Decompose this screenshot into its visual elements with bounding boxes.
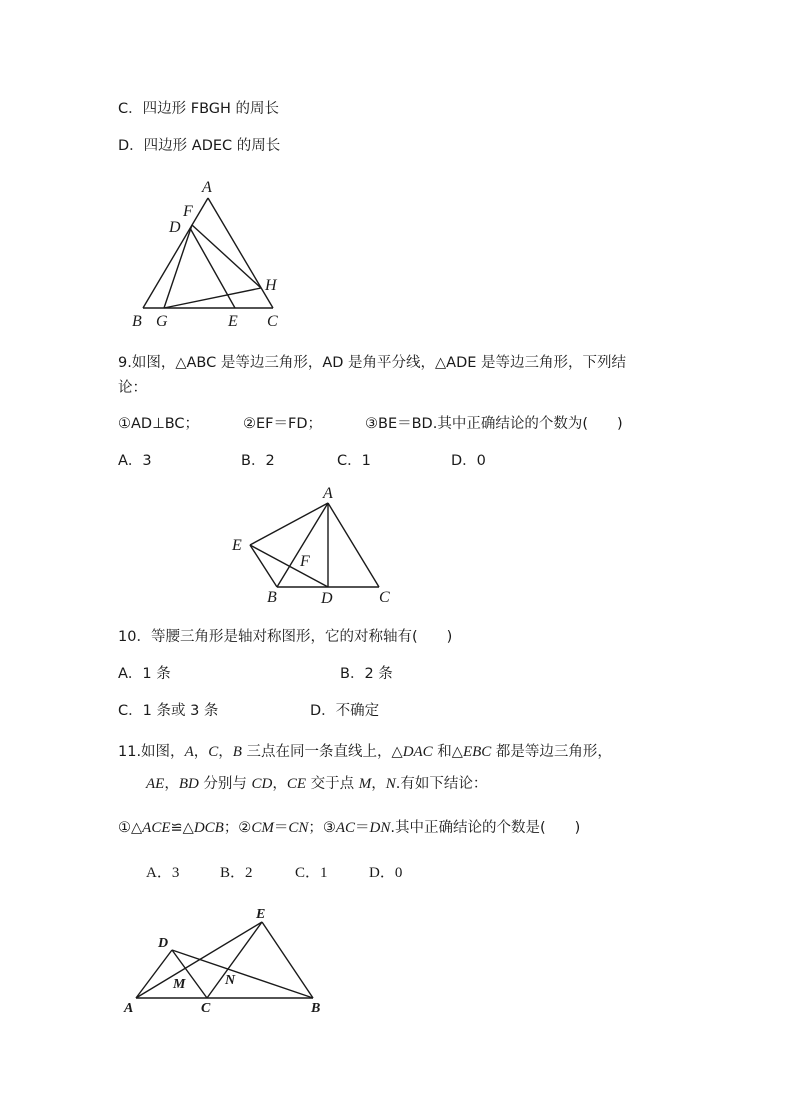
q10-stem: 10．等腰三角形是轴对称图形，它的对称轴有( ) [118,629,453,645]
q9-label-C: C [379,589,390,606]
q8-label-B: B [132,313,142,330]
q9-condition-3: ③BE＝BD.其中正确结论的个数为( ) [365,416,623,432]
q11-l2-t1: 分别与 [198,776,252,792]
q11-stem-pre: 11.如图， [118,744,185,760]
q11-sep2: ， [218,744,233,760]
q11-and: 和△ [432,744,463,760]
q11-c1-cong: ≌△ [170,820,194,836]
q11-l2-sep2: ， [272,776,287,792]
q9-condition-1: ①AD⊥BC； [118,416,200,432]
q11-label-N: N [225,973,236,988]
q11-segment-bd: BD [178,776,199,792]
q9-label-A: A [323,485,333,502]
q11-c3-eq: ＝ [355,820,370,836]
q8-option-c: C．四边形 FBGH 的周长 [118,101,280,117]
q10-option-d: D．不确定 [310,703,380,719]
q8-option-d: D．四边形 ADEC 的周长 [118,138,281,154]
q11-l2-t3: .有如下结论： [395,776,488,792]
q11-label-C: C [201,1001,211,1016]
q8-label-E: E [228,313,238,330]
q11-triangle-dac: DAC [402,744,433,760]
q10-option-a: A．1 条 [118,666,171,682]
q11-option-d: D．0 [369,865,403,881]
q11-point-m: M [358,776,372,792]
q11-c2-a: CM [251,820,274,836]
q11-c1-a: ACE [142,820,171,836]
q9-stem-line1: 9.如图，△ABC 是等边三角形，AD 是角平分线，△ADE 是等边三角形，下列结 [118,355,627,371]
q9-label-F: F [300,553,310,570]
q10-option-b: B．2 条 [340,666,393,682]
q8-label-D: D [169,219,181,236]
q9-label-E: E [232,537,242,554]
q9-option-a: A．3 [118,453,152,469]
q9-condition-2: ②EF＝FD； [243,416,323,432]
q11-segment-ce: CE [286,776,307,792]
q11-option-a: A．3 [146,865,180,881]
q9-stem-line2: 论： [118,380,147,396]
q11-edge-EB [262,922,313,998]
q9-option-c: C．1 [337,453,371,469]
q8-label-C: C [267,313,278,330]
q11-sep1: ， [193,744,209,760]
q11-point-a: A [184,744,194,760]
q11-c2-eq: ＝ [273,820,289,836]
q8-label-F: F [183,203,193,220]
q11-stem-end: 都是等边三角形， [491,744,612,760]
q11-label-A: A [124,1001,134,1016]
q11-point-n: N [385,776,396,792]
q8-label-G: G [156,313,168,330]
q11-edge-AD [136,950,172,998]
q11-option-b: B．2 [220,865,253,881]
q11-label-M: M [173,977,186,992]
q11-c1-b: DCB [193,820,224,836]
q11-l2-sep: ， [164,776,179,792]
q9-label-B: B [267,589,277,606]
q11-label-E: E [256,907,266,922]
q11-segment-cd: CD [251,776,273,792]
q11-segment-ae: AE [146,776,165,792]
q11-stem-mid: 三点在同一条直线上，△ [241,744,403,760]
q11-c3-b: DN [369,820,391,836]
q11-label-B: B [311,1001,321,1016]
q11-c3-a: AC [335,820,355,836]
q9-option-b: B．2 [241,453,275,469]
q11-l2-sep3: ， [371,776,386,792]
q11-option-c: C．1 [295,865,328,881]
q11-triangle-ebc: EBC [462,744,492,760]
q10-option-c: C．1 条或 3 条 [118,703,219,719]
q11-c2-pre: ；② [223,820,252,836]
q11-label-D: D [158,936,169,951]
q8-label-A: A [202,179,212,196]
q11-c3-end: .其中正确结论的个数是( ) [390,820,581,836]
q9-label-D: D [321,590,333,607]
q11-point-c: C [208,744,219,760]
q11-c1-pre: ①△ [118,820,143,836]
q8-label-H: H [265,277,277,294]
q11-edge-DB [172,950,313,998]
q11-c2-b: CN [288,820,309,836]
q9-option-d: D．0 [451,453,486,469]
q11-point-b: B [232,744,242,760]
q11-l2-t2: 交于点 [306,776,359,792]
q11-c3-pre: ；③ [308,820,336,836]
